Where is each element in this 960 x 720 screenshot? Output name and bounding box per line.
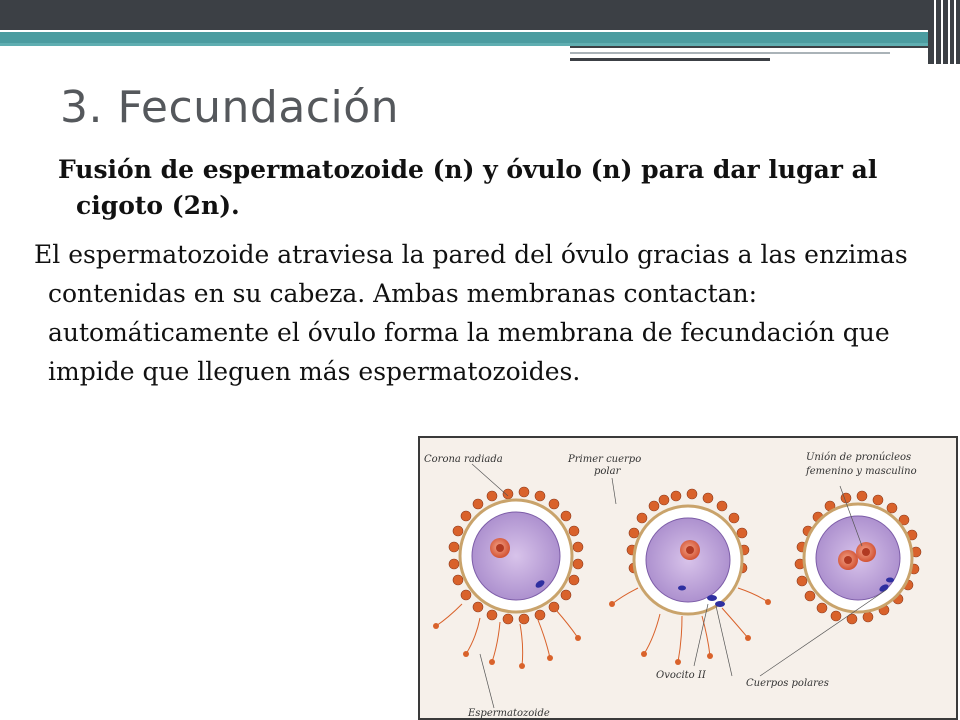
label-espermatozoide: Espermatozoide [468,708,550,718]
fertilization-figure [418,436,958,720]
lead-statement: Fusión de espermatozoide (n) y óvulo (n) para dar lugar al cigoto (2n). [58,155,878,220]
label-ovocito: Ovocito II [656,670,706,681]
header-bar [0,0,960,30]
body-paragraph: El espermatozoide atraviesa la pared del óvulo gracias a las enzimas contenidas en su cabeza. Ambas membranas contactan: automáticamente el óvulo forma la membrana de fecundación que impide que lleguen más espermatozoides. [34,240,908,386]
oocyte-stage-1 [433,487,583,669]
label-union-pronucleos: Unión de pronúcleos [806,452,912,463]
oocyte-stage-2 [609,489,771,665]
label-primer-cuerpo: Primer cuerpo [568,454,642,465]
fertilization-illustration [420,438,956,718]
label-cuerpos-polares: Cuerpos polares [746,678,829,689]
slide-title: 3. Fecundación [60,82,400,133]
accent-bar [0,32,928,43]
label-femenino-masculino: femenino y masculino [806,466,917,477]
label-corona-radiada: Corona radiada [424,454,503,465]
divider-line [570,46,928,48]
zygote-stage [795,491,921,624]
divider-line-gray [570,52,890,54]
label-polar: polar [594,466,621,477]
divider-line-short [570,58,770,61]
header-corner-bars [928,0,960,64]
